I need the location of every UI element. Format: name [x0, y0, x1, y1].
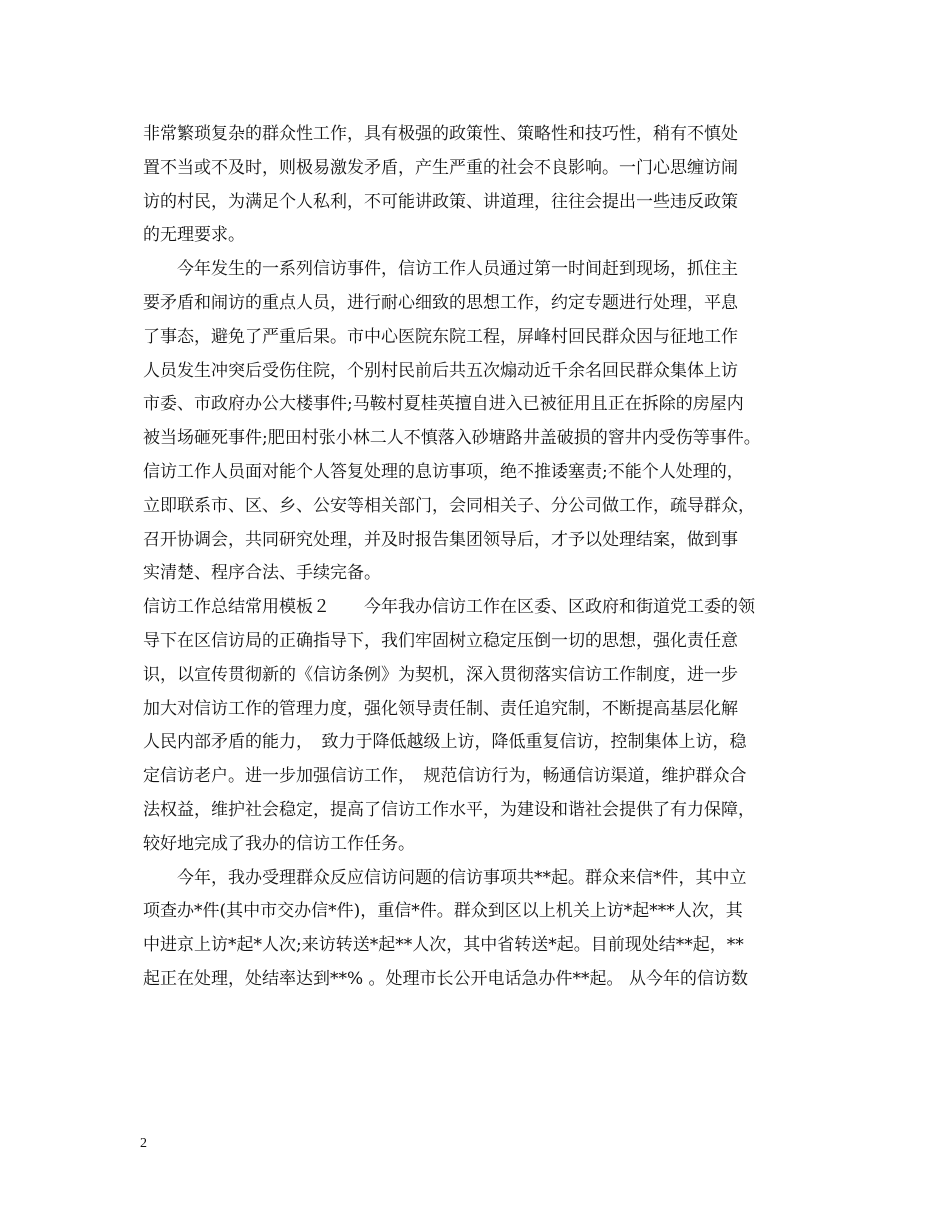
- page-number: 2: [140, 1136, 147, 1151]
- text-line: 访的村民，为满足个人私利，不可能讲政策、讲道理，往往会提出一些违反政策: [143, 191, 738, 212]
- text-line: 人员发生冲突后受伤住院，个别村民前后共五次煽动近千余名回民群众集体上访: [143, 360, 738, 381]
- text-line: 信访工作人员面对能个人答复处理的息访事项，绝不推诿塞责;不能个人处理的，: [143, 461, 744, 482]
- text-line: 导下在区信访局的正确指导下，我们牢固树立稳定压倒一切的思想，强化责任意: [143, 630, 738, 651]
- text-line: 实清楚、程序合法、手续完备。: [143, 563, 381, 584]
- text-line: 被当场砸死事件;肥田村张小林二人不慎落入砂塘路井盖破损的窨井内受伤等事件。: [143, 428, 761, 449]
- text-line: 加大对信访工作的管理力度，强化领导责任制、责任追究制，不断提高基层化解: [143, 698, 738, 719]
- document-body: [143, 118, 823, 997]
- text-line: 较好地完成了我办的信访工作任务。: [143, 833, 415, 854]
- text-line: 今年，我办受理群众反应信访问题的信访事项共**起。群众来信*件，其中立: [143, 867, 747, 888]
- text-line: 立即联系市、区、乡、公安等相关部门，会同相关子、分公司做工作，疏导群众，: [143, 495, 755, 516]
- text-line: 人民内部矛盾的能力， 致力于降低越级上访，降低重复信访，控制集体上访，稳: [143, 732, 747, 753]
- text-line: 定信访老户。进一步加强信访工作， 规范信访行为，畅通信访渠道，维护群众合: [143, 766, 747, 787]
- text-line: 中进京上访*起*人次;来访转送*起**人次，其中省转送*起。目前现处结**起，**: [143, 935, 744, 956]
- text-line: 识，以宣传贯彻新的《信访条例》为契机，深入贯彻落实信访工作制度，进一步: [143, 664, 738, 685]
- text-line: 置不当或不及时，则极易激发矛盾，产生严重的社会不良影响。一门心思缠访闹: [143, 157, 738, 178]
- text-line: 法权益，维护社会稳定，提高了信访工作水平，为建设和谐社会提供了有力保障，: [143, 799, 755, 820]
- text-line: 今年发生的一系列信访事件，信访工作人员通过第一时间赶到现场，抓住主: [143, 259, 738, 280]
- text-line: 了事态，避免了严重后果。市中心医院东院工程，屏峰村回民群众因与征地工作: [143, 326, 738, 347]
- text-line: 信访工作总结常用模板２ 今年我办信访工作在区委、区政府和街道党工委的领: [143, 597, 755, 618]
- text-line: 非常繁琐复杂的群众性工作，具有极强的政策性、策略性和技巧性，稍有不慎处: [143, 124, 738, 144]
- text-line: 要矛盾和闹访的重点人员，进行耐心细致的思想工作，约定专题进行处理，平息: [143, 292, 738, 313]
- text-line: 的无理要求。: [143, 225, 245, 246]
- text-line: 项查办*件(其中市交办信*件)，重信*件。群众到区以上机关上访*起***人次，其: [143, 901, 743, 922]
- text-line: 起正在处理，处结率达到**% 。处理市长公开电话急办件**起。 从今年的信访数: [143, 968, 748, 989]
- text-line: 召开协调会，共同研究处理，并及时报告集团领导后，才予以处理结案，做到事: [143, 529, 738, 550]
- text-line: 市委、市政府办公大楼事件;马鞍村夏桂英擅自进入已被征用且正在拆除的房屋内: [143, 394, 744, 415]
